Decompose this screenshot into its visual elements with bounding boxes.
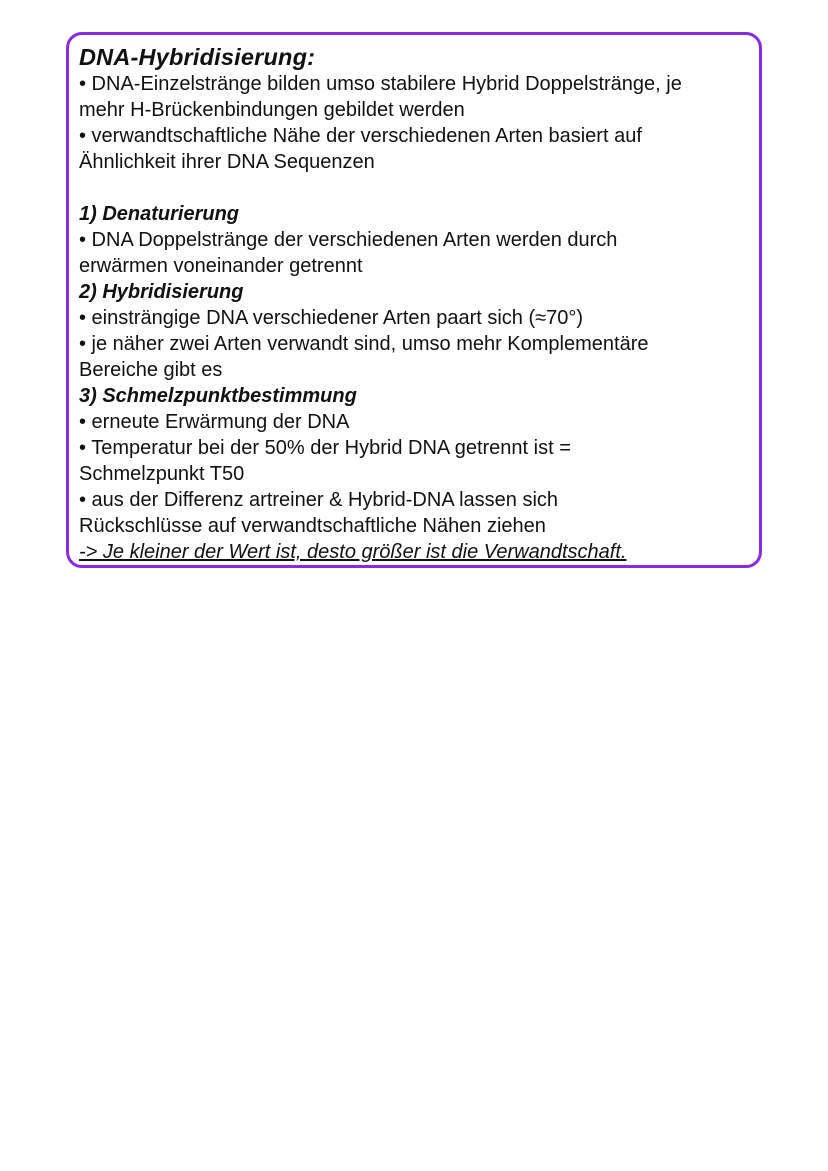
step-line: • Temperatur bei der 50% der Hybrid DNA getrennt ist = [79, 437, 571, 459]
summary-card [66, 32, 762, 568]
step-line: • erneute Erwärmung der DNA [79, 411, 350, 433]
conclusion-line: -> Je kleiner der Wert ist, desto größer ist die Verwandtschaft. [79, 541, 627, 563]
intro-line: • DNA-Einzelstränge bilden umso stabilere Hybrid Doppelstränge, je [79, 73, 682, 95]
step-line: • DNA Doppelstränge der verschiedenen Arten werden durch [79, 229, 618, 251]
step-line: • je näher zwei Arten verwandt sind, umso mehr Komplementäre [79, 333, 649, 355]
step-line: Bereiche gibt es [79, 359, 223, 381]
step-heading-hybridisierung: 2) Hybridisierung [79, 281, 244, 303]
step-heading-schmelzpunktbestimmung: 3) Schmelzpunktbestimmung [79, 385, 357, 407]
step-line: • einsträngige DNA verschiedener Arten paart sich (≈70°) [79, 307, 584, 329]
spacer [79, 175, 749, 201]
step-line: • aus der Differenz artreiner & Hybrid-DNA lassen sich [79, 489, 559, 511]
step-line: Rückschlüsse auf verwandtschaftliche Nähen ziehen [79, 515, 546, 537]
intro-line: Ähnlichkeit ihrer DNA Sequenzen [79, 151, 375, 173]
intro-line: mehr H-Brückenbindungen gebildet werden [79, 99, 465, 121]
card-title: DNA-Hybridisierung: [79, 44, 316, 70]
step-heading-denaturierung: 1) Denaturierung [79, 203, 240, 225]
step-line: erwärmen voneinander getrennt [79, 255, 363, 277]
intro-line: • verwandtschaftliche Nähe der verschiedenen Arten basiert auf [79, 125, 642, 147]
step-line: Schmelzpunkt T50 [79, 463, 245, 485]
